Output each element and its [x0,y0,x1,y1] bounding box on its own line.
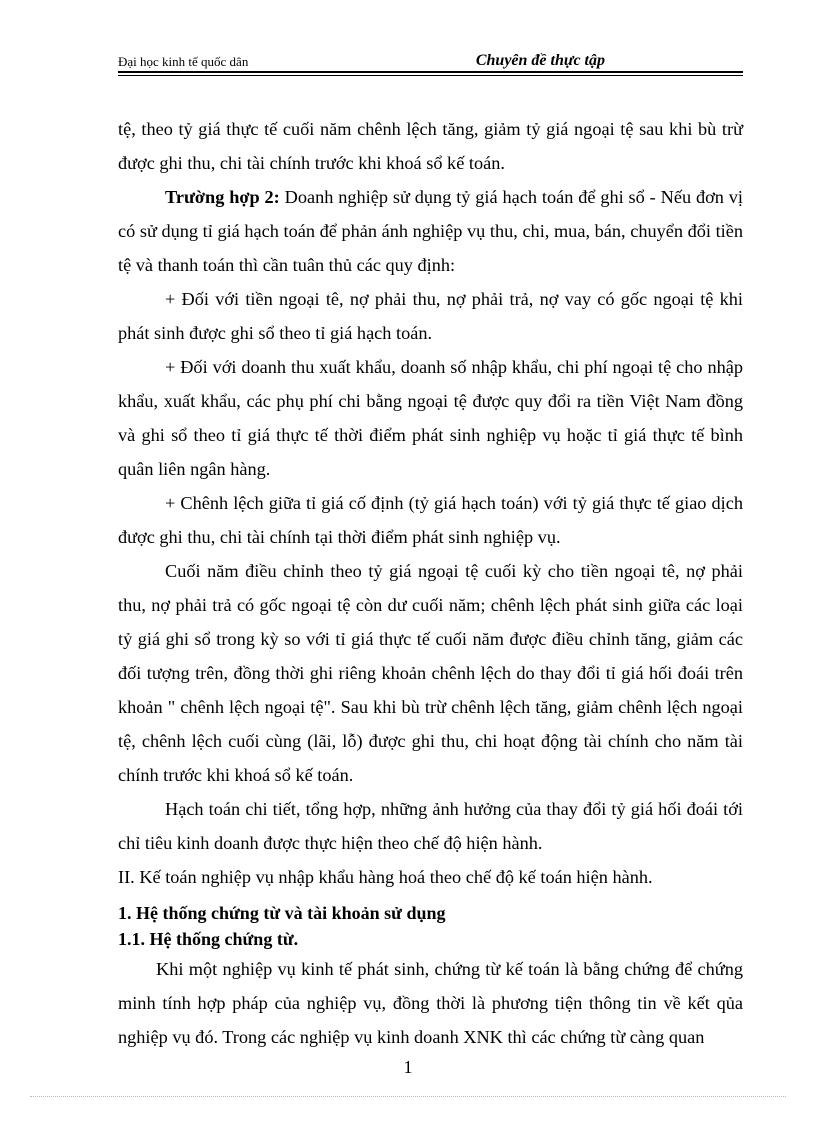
page-header [118,50,743,72]
header-doc-title: Chuyên đề thực tập [475,52,605,69]
heading-1-1: 1.1. Hệ thống chứng từ. [118,929,299,949]
paragraph-7: Hạch toán chi tiết, tổng hợp, những ảnh hưởng của thay đổi tỷ giá hối đoái tới chỉ tiêu kinh doanh được thực hiện theo chế độ hiện hành. [118,799,743,853]
section-ii-title: II. Kế toán nghiệp vụ nhập khẩu hàng hoá theo chế độ kế toán hiện hành. [118,867,653,887]
case-2-text: Doanh nghiệp sử dụng tỷ giá hạch toán để ghi sổ - Nếu đơn vị có sử dụng tỉ giá hạch toán để phản ánh nghiệp vụ thu, chi, mua, bán, chuyển đổi tiền tệ và thanh toán thì cần tuân thủ các quy định: [118,187,743,275]
paragraph-9: Khi một nghiệp vụ kinh tế phát sinh, chứng từ kế toán là bằng chứng để chứng minh tính hợp pháp của nghiệp vụ, đồng thời là phương tiện thông tin về kết qủa nghiệp vụ đó. Trong các nghiệp vụ kinh doanh XNK thì các chứng từ càng quan [118,959,743,1047]
header-rule-thick [118,71,743,73]
paragraph-4: + Đối với doanh thu xuất khẩu, doanh số nhập khẩu, chi phí ngoại tệ cho nhập khẩu, xuất khẩu, các phụ phí chi bằng ngoại tệ được quy đổi ra tiền Việt Nam đồng và ghi sổ theo tỉ giá thực tế thời điểm phát sinh nghiệp vụ hoặc tỉ giá thực tế bình quân liên ngân hàng. [118,357,743,479]
paragraph-1: tệ, theo tỷ giá thực tế cuối năm chênh lệch tăng, giảm tỷ giá ngoại tệ sau khi bù trừ được ghi thu, chi tài chính trước khi khoá sổ kế toán. [118,119,743,173]
document-body [118,112,743,1054]
page-number: 1 [403,1057,413,1077]
paragraph-6: Cuối năm điều chỉnh theo tỷ giá ngoại tệ cuối kỳ cho tiền ngoại tê, nợ phải thu, nợ phải trả có gốc ngoại tệ còn dư cuối năm; chênh lệch phát sinh giữa các loại tỷ giá ghi sổ trong kỳ so với tỉ giá thực tế cuối năm được điều chỉnh tăng, giảm các đối tượng trên, đồng thời ghi riêng khoản chênh lệch do thay đổi tỉ giá hối đoái trên khoản " chênh lệch ngoại tệ". Sau khi bù trừ chênh lệch tăng, giảm chênh lệch ngoại tệ, chênh lệch cuối cùng (lãi, lỗ) được ghi thu, chi hoạt động tài chính cho năm tài chính trước khi khoá sổ kế toán. [118,561,743,785]
heading-1: 1. Hệ thống chứng từ và tài khoản sử dụng [118,903,446,923]
case-2-label: Trường hợp 2: [165,187,280,207]
paragraph-5: + Chênh lệch giữa tỉ giá cố định (tỷ giá hạch toán) với tỷ giá thực tế giao dịch được ghi thu, chi tài chính tại thời điểm phát sinh nghiệp vụ. [118,493,743,547]
header-rule-thin [118,75,743,76]
footer-dotted-rule [30,1096,786,1097]
paragraph-3: + Đối với tiền ngoại tê, nợ phải thu, nợ phải trả, nợ vay có gốc ngoại tệ khi phát sinh được ghi sổ theo tỉ giá hạch toán. [118,289,743,343]
paragraph-2 [118,180,743,282]
header-institution: Đại học kinh tế quốc dân [118,54,249,69]
